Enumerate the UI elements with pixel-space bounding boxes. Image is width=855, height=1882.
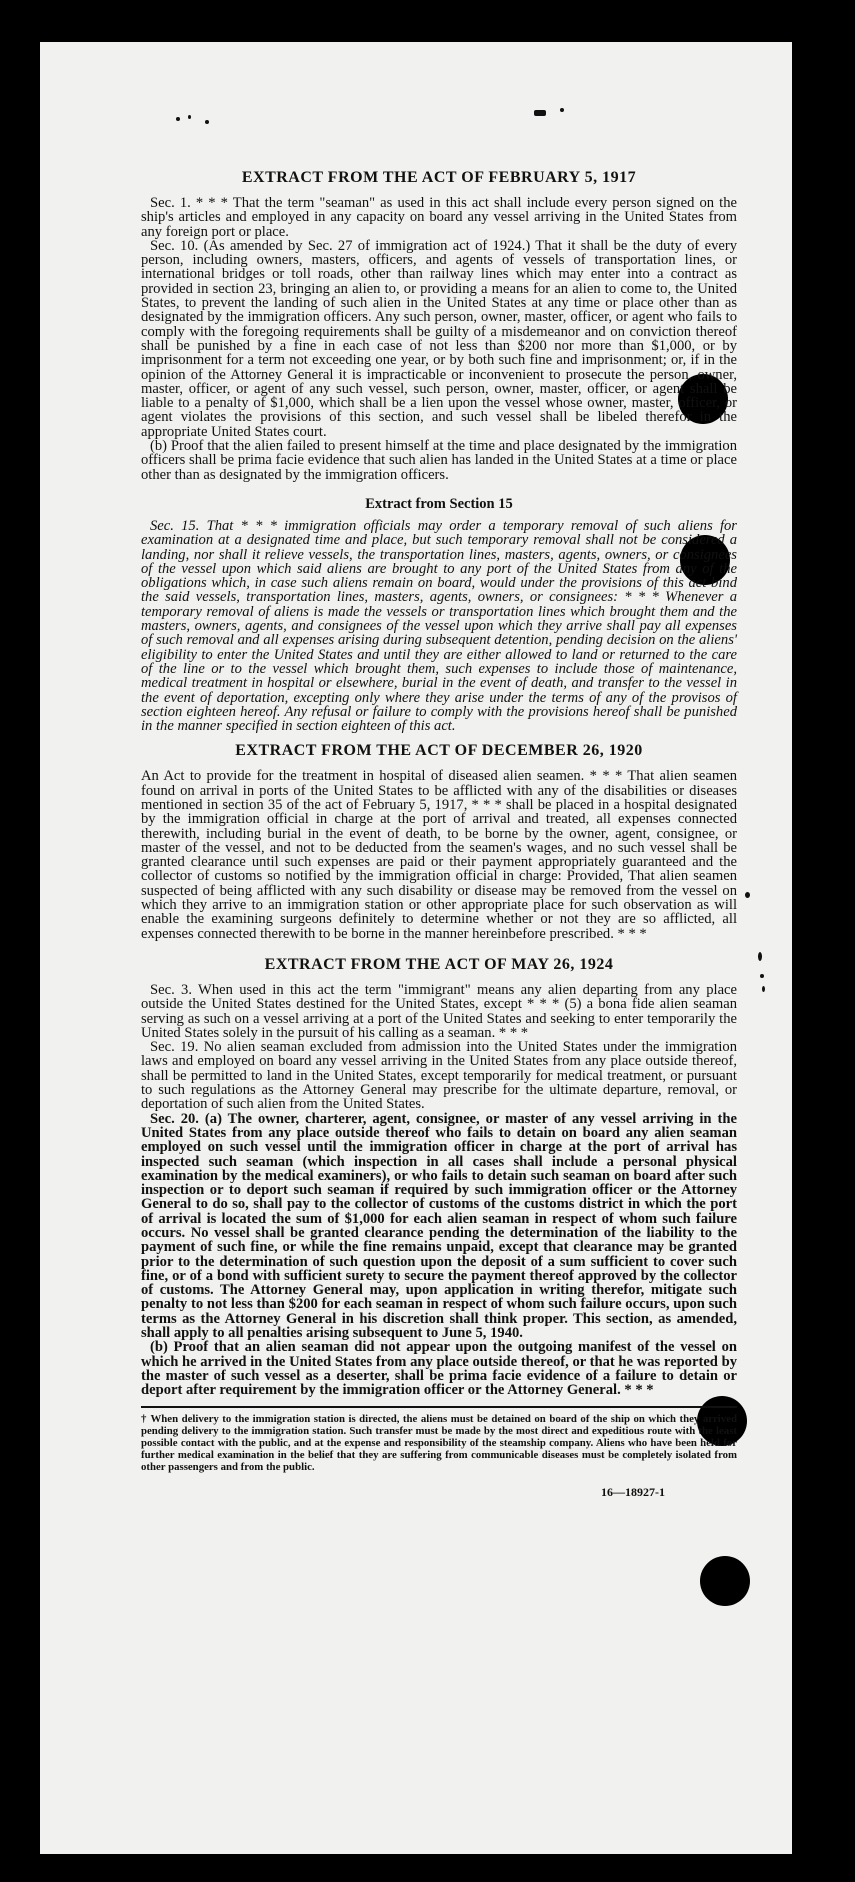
form-number: 16—18927-1: [601, 1484, 665, 1499]
scan-speck: [745, 892, 750, 898]
scan-speck: [560, 108, 564, 112]
footnote: † When delivery to the immigration station is directed, the aliens must be detained on board of the ship on which they arrived pending delivery to the immigration station. Such transfer must be made by the most direct and expeditious route with the least possible contact with the public, and at the expense and responsibility of the steamship company. Aliens who have been held for further medical examination in the belief that they are suffering from communicable diseases must be completely isolated from other passengers and from the public.: [141, 1412, 737, 1473]
document-body: [141, 168, 737, 1500]
scan-speck: [188, 115, 191, 119]
scan-speck: [176, 117, 180, 121]
scan-speck: [762, 986, 765, 992]
scan-speck: [534, 110, 546, 116]
punch-hole: [700, 1556, 750, 1606]
section-10-paragraph: Sec. 10. (As amended by Sec. 27 of immigration act of 1924.) That it shall be the duty of every person, including owners, masters, officers, and agents of vessels of transportation lines, or international bridges or toll roads, other than railway lines which may enter into a contract as provided in section 23, bringing an alien to, or providing a means for an alien to come to, the United States, to prevent the landing of such alien in the United States at any time or place other than as designated by the immigration officers. Any such person, owner, master, officer, or agent who fails to comply with the foregoing requirements shall be guilty of a misdemeanor and on conviction thereof shall be punished by a fine in each case of not less than $200 nor more than $1,000, or by imprisonment for a term not exceeding one year, or by both such fine and imprisonment; or, if in the opinion of the Attorney General it is impracticable or inconvenient to prosecute the person, owner, master, officer, or agent of any such vessel, such person, owner, master, officer, or agent shall be liable to a penalty of $1,000, which shall be a lien upon the vessel whose owner, master, officer, or agent violates the provisions of this section, and such vessel shall be libeled therefor in the appropriate United States court.: [141, 237, 737, 440]
section-heading-1920: EXTRACT FROM THE ACT OF DECEMBER 26, 1920: [235, 742, 643, 760]
act-1920-paragraph: An Act to provide for the treatment in hospital of diseased alien seamen. * * * That alien seamen found on arrival in ports of the United States to be afflicted with any of the disabilities or diseases mentioned in section 35 of the act of February 5, 1917, * * * shall be placed in a hospital designated by the immigration official in charge at the port of arrival and treated, all expenses connected therewith, including burial in the event of death, to be borne by the owner, agent, consignee, or master of the vessel, and not to be deducted from the seamen's wages, and no such vessel shall be granted clearance until such expenses are paid or their payment appropriately guaranteed and the collector of customs so notified by the immigration official in charge: Provided, That alien seamen suspected of being afflicted with any such disability or disease may be removed from the vessel on which they arrive to an immigration station or other appropriate place for such observation as will enable the examining surgeons definitely to determine whether or not they are so afflicted, all expenses connected therewith to be borne in the manner hereinbefore prescribed. * * *: [141, 768, 737, 942]
section-20-paragraph: Sec. 20. (a) The owner, charterer, agent, consignee, or master of any vessel arriving in the United States from any place outside thereof who fails to detain on board any alien seaman employed on such vessel until the immigration officer in charge at the port of arrival has inspected such seaman (which inspection in all cases shall include a personal physical examination by the medical examiners), or who fails to detain such seaman on board after such inspection or to deport such seaman if required by such immigration officer or the Attorney General to do so, shall pay to the collector of customs of the customs district in which the port of arrival is located the sum of $1,000 for each alien seaman in respect of whom such failure occurs. No vessel shall be granted clearance pending the determination of the liability to the payment of such fine, or while the fine remains unpaid, except that clearance may be granted prior to the determination of such question upon the deposit of a sum sufficient to cover such fine, or of a bond with sufficient surety to secure the payment thereof approved by the collector of customs. The Attorney General may, upon application in writing therefor, mitigate such penalty to not less than $200 for each seaman in respect of whom such failure occurs, upon such terms as the Attorney General in his discretion shall think proper. This section, as amended, shall apply to all penalties arising subsequent to June 5, 1940.: [141, 1110, 737, 1342]
section-10b-paragraph: (b) Proof that the alien failed to present himself at the time and place designated by the immigration officers shall be prima facie evidence that such alien has landed in the United States at a time or place other than as designated by the immigration officers.: [141, 438, 737, 483]
scan-speck: [758, 952, 762, 961]
section-3-paragraph: Sec. 3. When used in this act the term "immigrant" means any alien departing from any place outside the United States destined for the United States, except * * * (5) a bona fide alien seaman serving as such on a vessel arriving at a port of the United States and seeking to enter temporarily the United States solely in the pursuit of his calling as a seaman. * * *: [141, 981, 737, 1041]
section-1-paragraph: Sec. 1. * * * That the term "seaman" as used in this act shall include every person signed on the ship's articles and employed in any capacity on board any vessel arriving in the United States from any foreign port or place.: [141, 195, 737, 240]
scan-speck: [760, 974, 764, 978]
section-19-paragraph: Sec. 19. No alien seaman excluded from admission into the United States under the immigration laws and employed on board any vessel arriving in the United States from any place outside thereof, shall be permitted to land in the United States, except temporarily for medical treatment, or pursuant to such regulations as the Attorney General may prescribe for the ultimate departure, removal, or deportation of such alien from the United States.: [141, 1039, 737, 1113]
section-15-paragraph: Sec. 15. That * * * immigration officials may order a temporary removal of such aliens for examination at a designated time and place, but such temporary removal shall not be considered a landing, nor shall it relieve vessels, the transportation lines, masters, agents, owners, or consignees of the vessel upon which said aliens are brought to any port of the United States from any of the obligations which, in case such aliens remain on board, would under the provisions of this act bind the said vessels, transportation lines, masters, agents, owners, or consignees: * * * Whenever a temporary removal of aliens is made the vessels or transportation lines which brought them and the masters, owners, agents, and consignees of the vessel upon which they arrive shall pay all expenses of such removal and all expenses arising during subsequent detention, pending decision on the aliens' eligibility to enter the United States and until they are either allowed to land or returned to the care of the line or to the vessel which brought them, such expenses to include those of maintenance, medical treatment in hospital or elsewhere, burial in the event of death, and transfer to the vessel in the event of deportation, excepting only where they arise under the terms of any of the provisos of section eighteen hereof. Any refusal or failure to comply with the provisions hereof shall be punished in the manner specified in section eighteen of this act.: [141, 517, 737, 735]
section-15-subheading: Extract from Section 15: [365, 495, 513, 512]
section-heading-1917: EXTRACT FROM THE ACT OF FEBRUARY 5, 1917: [241, 169, 637, 186]
footnote-divider: [141, 1406, 737, 1408]
section-20b-paragraph: (b) Proof that an alien seaman did not appear upon the outgoing manifest of the vessel on which he arrived in the United States from any place outside thereof, or that he was reported by the master of such vessel as a deserter, shall be prima facie evidence of a failure to detain or deport after requirement by the immigration officer or the Attorney General. * * *: [141, 1339, 737, 1399]
scan-speck: [205, 120, 209, 124]
section-heading-1924: EXTRACT FROM THE ACT OF MAY 26, 1924: [264, 955, 614, 973]
